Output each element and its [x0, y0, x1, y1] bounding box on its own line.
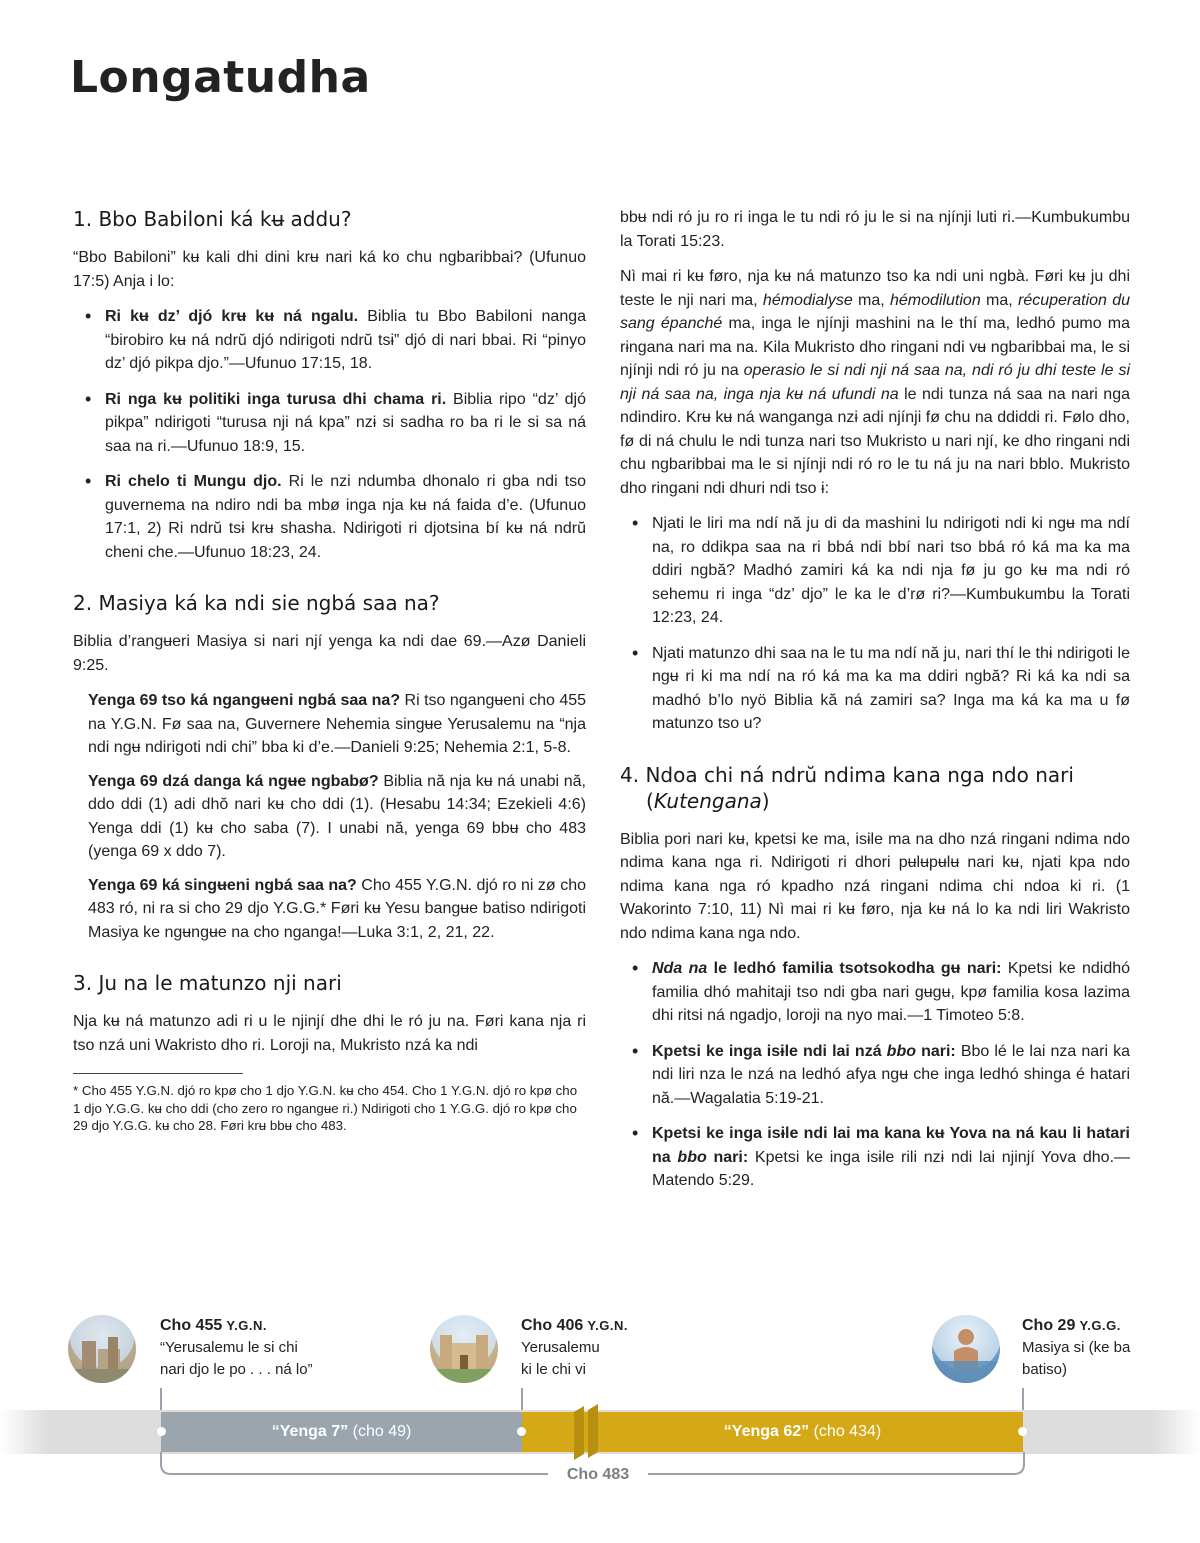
qa-paragraph — [73, 770, 586, 864]
timeline-marker — [517, 1427, 526, 1436]
right-column — [620, 206, 1130, 1205]
timeline-event-406: Cho 406 Y.G.N. Yerusalemu ki le chi vi — [521, 1317, 628, 1378]
section-1-list — [73, 305, 586, 564]
qa-answer: Cho 455 Y.G.N. djó ro ni zø cho 483 ró, ni ra si cho 29 djo Y.G.G.* Føri kʉ Yesu bangʉe batiso ndirigoti Masiya ke ngʉngʉe na cho nganga!—Luka 3:1, 2, 21, 22. — [88, 876, 586, 941]
section-2-heading: 2. Masiya ká ka ndi sie ngbá saa na? — [73, 591, 440, 615]
timeline-event-29: Cho 29 Y.G.G. Masiya si (ke ba batiso) — [1022, 1317, 1131, 1378]
list-item: • Kpetsi ke inga isɨle ndi lai ma kana kʉ Yova na ná kau li hatari na bbo nari: Kpetsi ke inga isɨle rili nzɨ ndi lai njinjí Yova dho.—Matendo 5:29. — [620, 1122, 1130, 1193]
section-3-continued: bbʉ ndi ró ju ro ri inga le tu ndi ró ju le si na njínji luti ri.—Kumbukumbu la Torati 15:23. — [620, 209, 1130, 250]
section-4 — [620, 762, 1130, 1193]
section-3-paragraph-2: Nì mai ri kʉ føro, nja kʉ ná matunzo tso ka ndi uni ngbà. Føri kʉ ju dhi teste le nji nari ma, hémodialyse ma, hémodilution ma, récuperation du sang épanché ma, inga le njínji mashini na le thí ma, ledhó pumo ma rɨngana nari ma na. Kila Mukristo dho ringani ndi vʉ ngbaribbai ma, le si njínji ndi ró ju na operasio le si ndi nji ná saa na, ndi ró ju dhi teste le si nji ná saa na, inga nja kʉ ná ufundi na le ndi tunza ná saa na nari nga ndindiro. Krʉ kʉ ná wanganga nzɨ adi njínji fø chu na ddiddi ri. Følo dho, fø di ná chulu le ndi tunza nari tso Mukristo u nari njí, ke dho ringani ndi chu ngbaribbai ma le si njínji ndi ró ro le tu ná ju na nari bblo. Mukristo dho ringani ndi dhuri ndi tso ɨ: — [620, 268, 1131, 497]
section-3-paragraph: Nja kʉ ná matunzo adi ri u le njinjí dhe dhi le ró ju na. Føri kana nja ri tso nzá uni Wakristo dho ri. Loroji na, Mukristo nzá ka ndi — [73, 1013, 586, 1054]
section-2 — [73, 590, 586, 944]
section-3 — [73, 970, 586, 1135]
timeline-marker — [157, 1427, 166, 1436]
section-1-intro: “Bbo Babiloni” kʉ kali dhi dini krʉ nari ká ko chu ngbaribbai? (Ufunuo 17:5) Anja i lo: — [73, 249, 586, 290]
timeline-marker — [1018, 1427, 1027, 1436]
left-column — [73, 200, 586, 1135]
qa-question: Yenga 69 ká singʉeni ngbá saa na? — [88, 876, 357, 894]
timeline-tick — [160, 1388, 162, 1410]
section-4-intro: Biblia pori nari kʉ, kpetsi ke ma, isɨle ma na dho nzá ringani ndima ndo ndima kana nga ri. Ndirigoti ri dhori pʉlʉpʉlʉ nari kʉ, njati kpa ndo ndima kana nga ró kpadho nzá ringani ndima chi ndoa ki ri. (1 Wakorinto 7:10, 11) Nì mai ri kʉ føro, nja kʉ ná lo ka ndi liri Wakristo ndo ndima kana nga ndo. — [620, 830, 1130, 942]
baptism-icon — [932, 1315, 1000, 1383]
list-item — [73, 470, 586, 564]
qa-answer: Ri tso ngangʉeni cho 455 na Y.G.N. Fø saa na, Guvernere Nehemia singʉe Yerusalemu na “nja ndi ngʉ ndirigoti ndi chi” bba ki d’e.—Danieli 9:25; Nehemia 2:1, 5-8. — [88, 692, 587, 756]
qa-question: Yenga 69 dzá danga ká ngʉe ngbabø? — [88, 772, 379, 790]
list-item-text: Ri le nzi ndumba dhonalo ri gba ndi tso guvernema na ndiro ndi ba mbø inga nja kʉ ná faida d’e. (Ufunuo 17:1, 2) Ri ndrŭ tsɨ krʉ shasha. Ndirigoti ri djotsina bí kʉ ná ndrŭ cheni che.—Ufunuo 18:23, 24. — [105, 473, 587, 561]
timeline-total: Cho 483 — [548, 1466, 648, 1484]
list-item-lead: Ri nga kʉ politiki inga turusa dhi chama ri. — [105, 390, 447, 408]
timeline — [0, 1300, 1200, 1500]
section-4-heading: 4. Ndoa chi ná ndrŭ ndima kana nga ndo nari (Kutengana) — [620, 762, 1074, 813]
list-item: • Njati le liri ma ndí nă ju di da mashini lu ndirigoti ndi ki ngʉ ma ndí na, ro ddikpa saa na ri bbá ndi bbí nari tso bbá ró ká ma ka ma ddiri ngbă? Madhó zamiri ká ka ndi nja fø ju go kʉ ma ndi ró sehemu ri inga “dz’ djo” le ka le d’rø ri?—Kumbukumbu la Torati 12:23, 24. — [620, 512, 1130, 630]
rebuilt-city-icon — [430, 1315, 498, 1383]
timeline-tick — [521, 1388, 523, 1410]
section-1 — [73, 206, 586, 564]
timeline-event-455: Cho 455 Y.G.N. “Yerusalemu le si chi nari djo le po . . . ná lo” — [160, 1317, 313, 1378]
list-item-text: Biblia tu Bbo Babiloni nanga “birobiro kʉ ná ndrŭ djó ndirigoti ndrŭ tsɨ” djó di nari bbai. Ri “pinyo dz’ djó pikpa djo.”—Ufunuo 17:15, 18. — [105, 308, 587, 372]
qa-paragraph — [73, 874, 586, 945]
list-item-lead: Ri kʉ dz’ djó krʉ kʉ ná ngalu. — [105, 308, 359, 325]
footnote-rule — [73, 1073, 243, 1074]
section-3-list — [620, 512, 1130, 736]
qa-question: Yenga 69 tso ká ngangʉeni ngbá saa na? — [88, 692, 401, 709]
timeline-tick — [1022, 1388, 1024, 1410]
section-1-heading: 1. Bbo Babiloni ká kʉ addu? — [73, 207, 352, 231]
ruined-city-icon — [68, 1315, 136, 1383]
list-item: • Njati matunzo dhi saa na le tu ma ndí nă ju, nari thí le thɨ ndirigoti le ngʉ ri ki ma ndí na ró ká ma ka ma ddiri ngbă? Ri ká ka ndi sa madhó b’lo nyö Biblia kă ná zamiri sa? Inga ma ká ka ma u fø matunzo tso u? — [620, 642, 1130, 736]
list-item-text: Biblia ripo “dz’ djó pikpa” ndirigoti “turusa nji ná kpa” nzɨ si sadha ro ba ri le si sa ná saa na ri.—Ufunuo 18:9, 15. — [105, 390, 586, 455]
list-item — [73, 305, 586, 376]
list-item: • Nda na le ledhó familia tsotsokodha gʉ nari: Kpetsi ke ndidhó familia dhó mahitaji tso ndi gba nari gʉgʉ, kpø familia kosa lazima dhi ritsi ná ngadjo, loroji na nyo mai.—1 Timoteo 5:8. — [620, 957, 1130, 1028]
section-2-intro: Biblia d’rangʉeri Masiya si nari njí yenga ka ndi dae 69.—Azø Danieli 9:25. — [73, 633, 586, 674]
timeline-segment-7-weeks: “Yenga 7” (cho 49) — [161, 1412, 522, 1452]
footnote: * Cho 455 Y.G.N. djó ro kpø cho 1 djo Y.G.N. kʉ cho 454. Cho 1 Y.G.N. djó ro kpø cho 1 djo Y.G.G. kʉ cho ddi (cho zero ro ngangʉe ri.) Ndirigoti cho 1 Y.G.G. djó ro kpø cho 29 djo Y.G.G. kʉ cho 28. Føri krʉ bbʉ cho 483. — [73, 1083, 578, 1133]
list-item-lead: Ri chelo ti Mungu djo. — [105, 473, 282, 490]
list-item: • Kpetsi ke inga isɨle ndi lai nzá bbo nari: Bbo lé le lai nza nari ka ndi liri nza le nzá na ledhó afya ngʉ che inga ledhó shinga é hatari nă.—Wagalatia 5:19-21. — [620, 1040, 1130, 1111]
qa-answer: Biblia nă nja kʉ ná unabi nă, ddo ddi (1) adi dhŏ nari kʉ cho ddi (1). (Hesabu 14:34; Ezekieli 4:6) Yenga ddi (1) kʉ cho saba (7). I unabi nă, yenga 69 bbʉ cho 483 (yenga 69 x ddo 7). — [88, 772, 586, 860]
page-title: Longatudha — [70, 52, 371, 103]
list-item — [73, 388, 586, 459]
section-3-heading: 3. Ju na le matunzo nji nari — [73, 971, 342, 995]
qa-paragraph — [73, 689, 586, 760]
section-4-list — [620, 957, 1130, 1193]
timeline-segment-62-weeks: “Yenga 62” (cho 434) — [522, 1412, 1023, 1452]
